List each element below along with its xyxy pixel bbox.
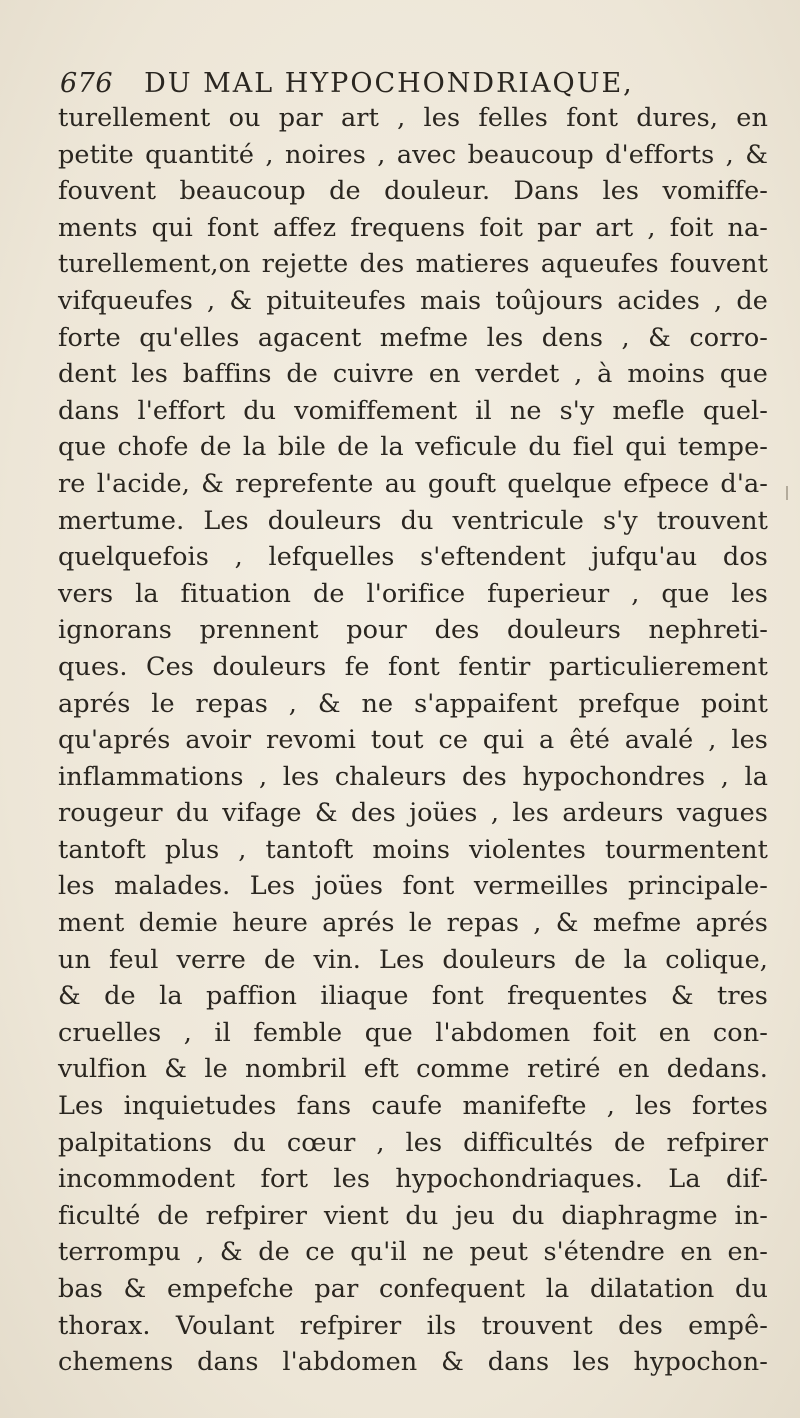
text-line: vifqueufes , & pituiteufes mais toûjours acides , de <box>58 285 768 316</box>
text-line: que chofe de la bile de la veficule du fiel qui tempe- <box>58 432 768 463</box>
text-line: ments qui font affez frequens foit par art , foit na- <box>58 212 768 243</box>
text-line: ment demie heure aprés le repas , & mefme aprés <box>58 908 768 939</box>
text-line: terrompu , & de ce qu'il ne peut s'étendre en en- <box>58 1237 768 1268</box>
text-line: petite quantité , noires , avec beaucoup d'efforts , & <box>58 139 768 170</box>
text-line: qu'aprés avoir revomi tout ce qui a êté avalé , les <box>58 725 768 756</box>
text-line: & de la paffion iliaque font frequentes & tres <box>58 981 768 1012</box>
text-line: turellement ou par art , les felles font dures, en <box>58 103 768 133</box>
page-header <box>60 66 760 102</box>
text-line: incommodent fort les hypochondriaques. La dif- <box>58 1164 768 1195</box>
text-line: un feul verre de vin. Les douleurs de la colique, <box>58 944 768 975</box>
text-line: vulfion & le nombril eft comme retiré en dedans. <box>58 1054 768 1085</box>
text-line: ficulté de refpirer vient du jeu du diaphragme in- <box>58 1200 768 1231</box>
text-line: rougeur du vifage & des joües , les ardeurs vagues <box>58 798 768 829</box>
text-line: re l'acide, & reprefente au gouft quelque efpece d'a- <box>58 468 768 499</box>
text-line: aprés le repas , & ne s'appaifent prefque point <box>58 688 768 719</box>
text-line: fouvent beaucoup de douleur. Dans les vomiffe- <box>58 176 768 207</box>
text-line: palpitations du cœur , les difficultés de refpirer <box>58 1127 768 1158</box>
running-title: DU MAL HYPOCHONDRIAQUE, <box>144 68 634 99</box>
text-line: ignorans prennent pour des douleurs nephreti- <box>58 615 768 646</box>
text-line: dent les baffins de cuivre en verdet , à moins que <box>58 359 768 390</box>
body-text <box>58 100 768 1381</box>
text-line: Les inquietudes fans caufe manifefte , les fortes <box>58 1091 768 1122</box>
text-line: forte qu'elles agacent mefme les dens , & corro- <box>58 322 768 353</box>
text-line: tantoft plus , tantoft moins violentes tourmentent <box>58 834 768 865</box>
margin-mark <box>786 486 788 500</box>
text-line: vers la fituation de l'orifice fuperieur , que les <box>58 578 768 609</box>
text-line: bas & empefche par confequent la dilatation du <box>58 1274 768 1304</box>
text-line: quelquefois , lefquelles s'eftendent jufqu'au dos <box>58 542 768 573</box>
text-line: turellement,on rejette des matieres aqueufes fouvent <box>58 249 768 280</box>
text-line: cruelles , il femble que l'abdomen foit en con- <box>58 1017 768 1048</box>
text-line: les malades. Les joües font vermeilles principale- <box>58 871 768 902</box>
text-line: mertume. Les douleurs du ventricule s'y trouvent <box>58 505 768 536</box>
text-line: dans l'effort du vomiffement il ne s'y mefle quel- <box>58 395 768 426</box>
text-line: ques. Ces douleurs fe font fentir particulierement <box>58 651 768 682</box>
text-line: chemens dans l'abdomen & dans les hypochon- <box>58 1347 768 1378</box>
text-line: thorax. Voulant refpirer ils trouvent des empê- <box>58 1310 768 1341</box>
page-number: 676 <box>60 68 114 99</box>
text-line: inflammations , les chaleurs des hypochondres , la <box>58 761 768 792</box>
